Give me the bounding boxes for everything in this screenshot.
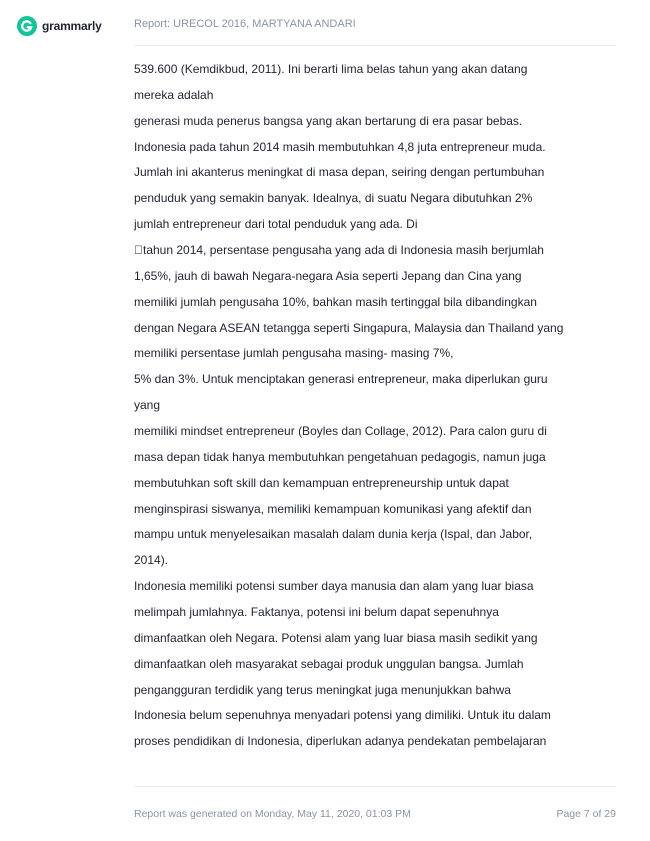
text-line: menginspirasi siswanya, memiliki kemampuan komunikasi yang afektif dan <box>134 501 532 516</box>
text-line: mereka adalah <box>134 87 214 102</box>
text-line: memiliki jumlah pengusaha 10%, bahkan masih tertinggal bila dibandingkan <box>134 294 537 309</box>
text-line: 2014). <box>134 553 169 568</box>
text-line: yang <box>134 398 161 413</box>
grammarly-g-icon <box>17 16 37 36</box>
text-line: 5% dan 3%. Untuk menciptakan generasi entrepreneur, maka diperlukan guru <box>134 372 548 387</box>
footer-divider <box>134 786 616 787</box>
report-title: Report: URECOL 2016, MARTYANA ANDARI <box>134 18 356 30</box>
text-line: 539.600 (Kemdikbud, 2011). Ini berarti lima belas tahun yang akan datang <box>134 62 528 76</box>
generated-timestamp: Report was generated on Monday, May 11, 2020, 01:03 PM <box>134 808 411 820</box>
text-line: Indonesia pada tahun 2014 masih membutuhkan 4,8 juta entrepreneur muda. <box>134 139 546 154</box>
text-line: Jumlah ini akanterus meningkat di masa depan, seiring dengan pertumbuhan <box>134 165 545 180</box>
text-line: melimpah jumlahnya. Faktanya, potensi ini belum dapat sepenuhnya <box>134 605 499 620</box>
text-line: 1,65%, jauh di bawah Negara-negara Asia seperti Jepang dan Cina yang <box>134 268 522 283</box>
text-line: jumlah entrepreneur dari total penduduk yang ada. Di <box>134 217 418 232</box>
page-number: Page 7 of 29 <box>556 808 616 820</box>
text-line: memiliki mindset entrepreneur (Boyles dan Collage, 2012). Para calon guru di <box>134 424 547 439</box>
text-line: ￿tahun 2014, persentase pengusaha yang ada di Indonesia masih berjumlah <box>134 243 544 258</box>
header-divider <box>134 45 616 46</box>
text-line: memiliki persentase jumlah pengusaha masing- masing 7%, <box>134 346 454 361</box>
text-line: proses pendidikan di Indonesia, diperlukan adanya pendekatan pembelajaran <box>134 734 547 749</box>
text-line: dimanfaatkan oleh Negara. Potensi alam yang luar biasa masih sedikit yang <box>134 630 538 645</box>
logo-text: grammarly <box>42 19 102 33</box>
text-line: Indonesia memiliki potensi sumber daya manusia dan alam yang luar biasa <box>134 579 534 594</box>
text-line: Indonesia belum sepenuhnya menyadari potensi yang dimiliki. Untuk itu dalam <box>134 708 551 723</box>
text-line: membutuhkan soft skill dan kemampuan entrepreneurship untuk dapat <box>134 475 509 490</box>
text-line: penduduk yang semakin banyak. Idealnya, di suatu Negara dibutuhkan 2% <box>134 191 533 206</box>
text-line: dengan Negara ASEAN tetangga seperti Singapura, Malaysia dan Thailand yang <box>134 320 564 335</box>
text-line: dimanfaatkan oleh masyarakat sebagai produk unggulan bangsa. Jumlah <box>134 656 524 671</box>
text-line: mampu untuk menyelesaikan masalah dalam dunia kerja (Ispal, dan Jabor, <box>134 527 533 542</box>
report-body <box>134 57 616 755</box>
text-line: pengangguran terdidik yang terus meningkat juga menunjukkan bahwa <box>134 682 511 697</box>
grammarly-logo <box>17 15 102 37</box>
text-line: generasi muda penerus bangsa yang akan bertarung di era pasar bebas. <box>134 113 523 128</box>
text-line: masa depan tidak hanya membutuhkan pengetahuan pedagogis, namun juga <box>134 449 546 464</box>
report-header <box>0 0 650 46</box>
